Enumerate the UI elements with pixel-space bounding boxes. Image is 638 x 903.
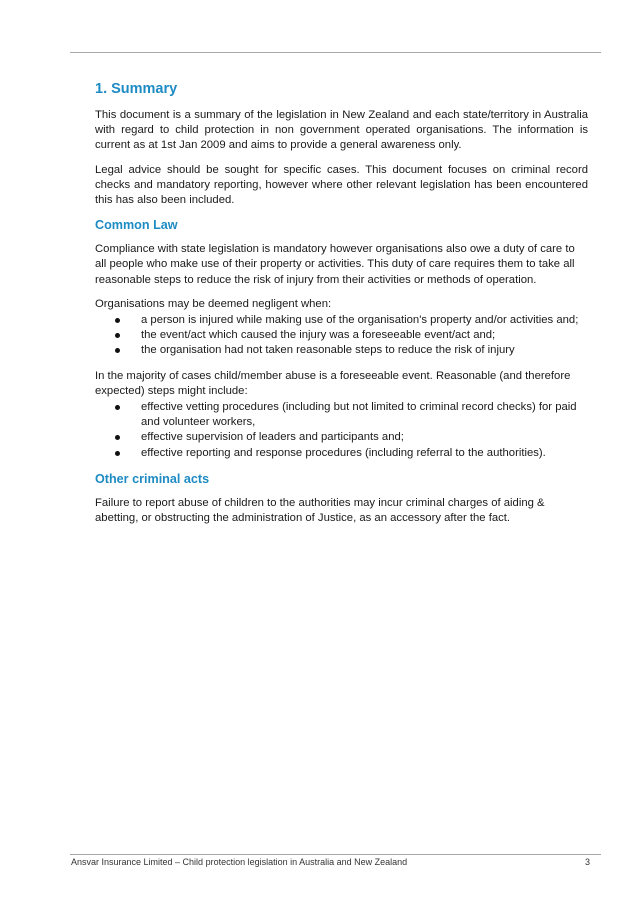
list-item-text: effective reporting and response procedures (including referral to the authorities). — [141, 446, 546, 459]
negligent-list — [95, 313, 588, 359]
footer-rule — [70, 854, 601, 855]
bullet-icon — [115, 348, 120, 353]
negligent-intro: Organisations may be deemed negligent when: — [95, 297, 332, 310]
common-law-heading: Common Law — [95, 218, 178, 233]
bullet-icon — [115, 333, 120, 338]
header-rule — [70, 52, 601, 53]
summary-paragraph-2: Legal advice should be sought for specific cases. This document focuses on criminal record checks and mandatory reporting, however where other relevant legislation has been encountered this has also been included. — [95, 163, 588, 207]
other-criminal-heading: Other criminal acts — [95, 471, 210, 486]
bullet-icon — [115, 405, 120, 410]
common-law-paragraph: Compliance with state legislation is mandatory however organisations also owe a duty of care to all people who make use of their property or activities. This duty of care requires them to take all reasonable steps to reduce the risk of injury from their activities or methods of operation. — [95, 243, 575, 286]
summary-paragraph-1: This document is a summary of the legislation in New Zealand and each state/territory in Australia with regard to child protection in non government operated organisations. The information is current as at 1st Jan 2009 and aims to provide a general awareness only. — [95, 109, 588, 152]
list-item — [141, 328, 588, 343]
bullet-icon — [115, 435, 120, 440]
list-item-text: effective supervision of leaders and participants and; — [141, 431, 404, 444]
list-item-text: a person is injured while making use of the organisation's property and/or activities and; — [141, 314, 579, 327]
list-item-text: the event/act which caused the injury was a foreseeable event/act and; — [141, 329, 496, 342]
list-item-text: effective vetting procedures (including but not limited to criminal record checks) for paid and volunteer workers, — [141, 401, 577, 429]
page-content — [95, 80, 588, 535]
list-item — [141, 400, 588, 430]
footer-text: Ansvar Insurance Limited – Child protection legislation in Australia and New Zealand — [71, 857, 408, 867]
list-item — [141, 343, 588, 358]
page-number: 3 — [584, 857, 590, 867]
list-item — [141, 430, 588, 445]
steps-list — [95, 400, 588, 461]
other-criminal-paragraph: Failure to report abuse of children to the authorities may incur criminal charges of aiding & abetting, or obstructing the administration of Justice, as an accessory after the fact. — [95, 496, 545, 525]
list-item — [141, 446, 588, 461]
bullet-icon — [115, 318, 120, 323]
bullet-icon — [115, 451, 120, 456]
list-item — [141, 313, 588, 328]
summary-heading: 1. Summary — [95, 81, 178, 97]
list-item-text: the organisation had not taken reasonable steps to reduce the risk of injury — [141, 344, 515, 357]
steps-intro: In the majority of cases child/member abuse is a foreseeable event. Reasonable (and therefore expected) steps might include: — [95, 369, 571, 397]
